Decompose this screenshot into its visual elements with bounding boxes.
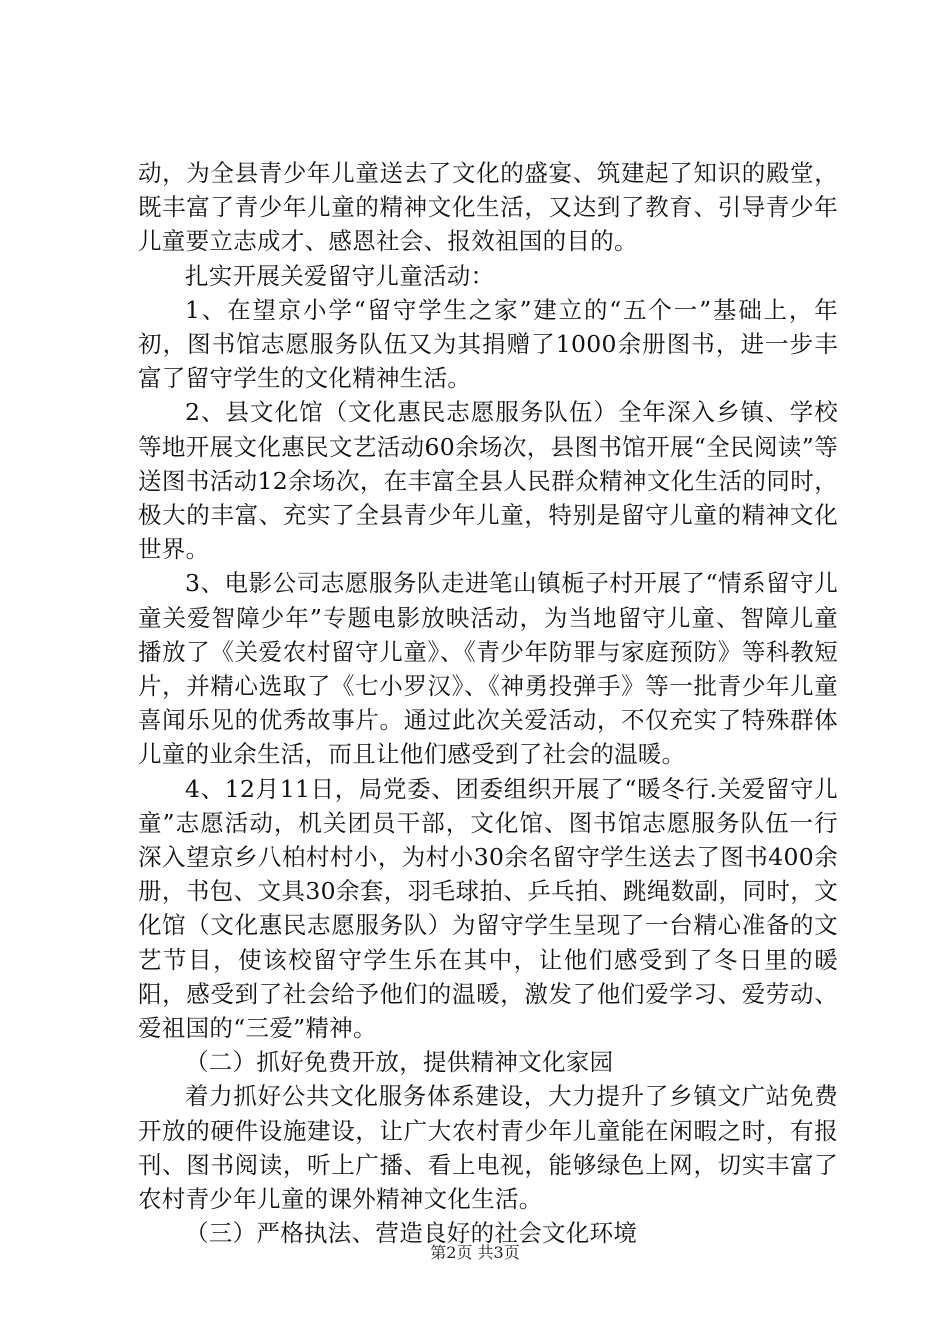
- paragraph-7: 着力抓好公共文化服务体系建设，大力提升了乡镇文广站免费开放的硬件设施建设，让广大农村青少年儿童能在闲暇之时，有报刊、图书阅读，听上广播、看上电视，能够绿色上网，切实丰富了农村青少年儿童的课外精神文化生活。: [138, 1082, 838, 1214]
- paragraph-6: 4、12月11日，局党委、团委组织开展了“暖冬行.关爱留守儿童”志愿活动，机关团员干部，文化馆、图书馆志愿服务队伍一行深入望京乡八柏村村小，为村小30余名留守学生送去了图书400余册，书包、文具30余套，羽毛球拍、乒乓拍、跳绳数副，同时，文化馆（文化惠民志愿服务队）为留守学生呈现了一台精心准备的文艺节目，使该校留守学生乐在其中，让他们感受到了冬日里的暖阳，感受到了社会给予他们的温暖，激发了他们爱学习、爱劳动、爱祖国的“三爱”精神。: [138, 774, 838, 1043]
- paragraph-4: 2、县文化馆（文化惠民志愿服务队伍）全年深入乡镇、学校等地开展文化惠民文艺活动60余场次，县图书馆开展“全民阅读”等送图书活动12余场次，在丰富全县人民群众精神文化生活的同时，极大的丰富、充实了全县青少年儿童，特别是留守儿童的精神文化世界。: [138, 398, 838, 564]
- page-number-footer: 第2页 共3页: [430, 1243, 520, 1262]
- section-heading-3: （三）严格执法、营造良好的社会文化环境: [185, 1219, 638, 1248]
- paragraph-5: 3、电影公司志愿服务队走进笔山镇栀子村开展了“情系留守儿童关爱智障少年”专题电影放映活动，为当地留守儿童、智障儿童播放了《关爱农村留守儿童》、《青少年防罪与家庭预防》等科教短片，并精心选取了《七小罗汉》、《神勇投弹手》等一批青少年儿童喜闻乐见的优秀故事片。通过此次关爱活动，不仅充实了特殊群体儿童的业余生活，而且让他们感受到了社会的温暖。: [138, 569, 838, 769]
- paragraph-2: 扎实开展关爱留守儿童活动：: [185, 261, 495, 290]
- section-heading-2: （二）抓好免费开放，提供精神文化家园: [185, 1048, 614, 1077]
- paragraph-1: 动，为全县青少年儿童送去了文化的盛宴、筑建起了知识的殿堂，既丰富了青少年儿童的精神文化生活，又达到了教育、引导青少年儿童要立志成才、感恩社会、报效祖国的目的。: [138, 159, 838, 256]
- document-body: [138, 156, 838, 1251]
- paragraph-3: 1、在望京小学“留守学生之家”建立的“五个一”基础上，年初，图书馆志愿服务队伍又为其捐赠了1000余册图书，进一步丰富了留守学生的文化精神生活。: [138, 295, 838, 393]
